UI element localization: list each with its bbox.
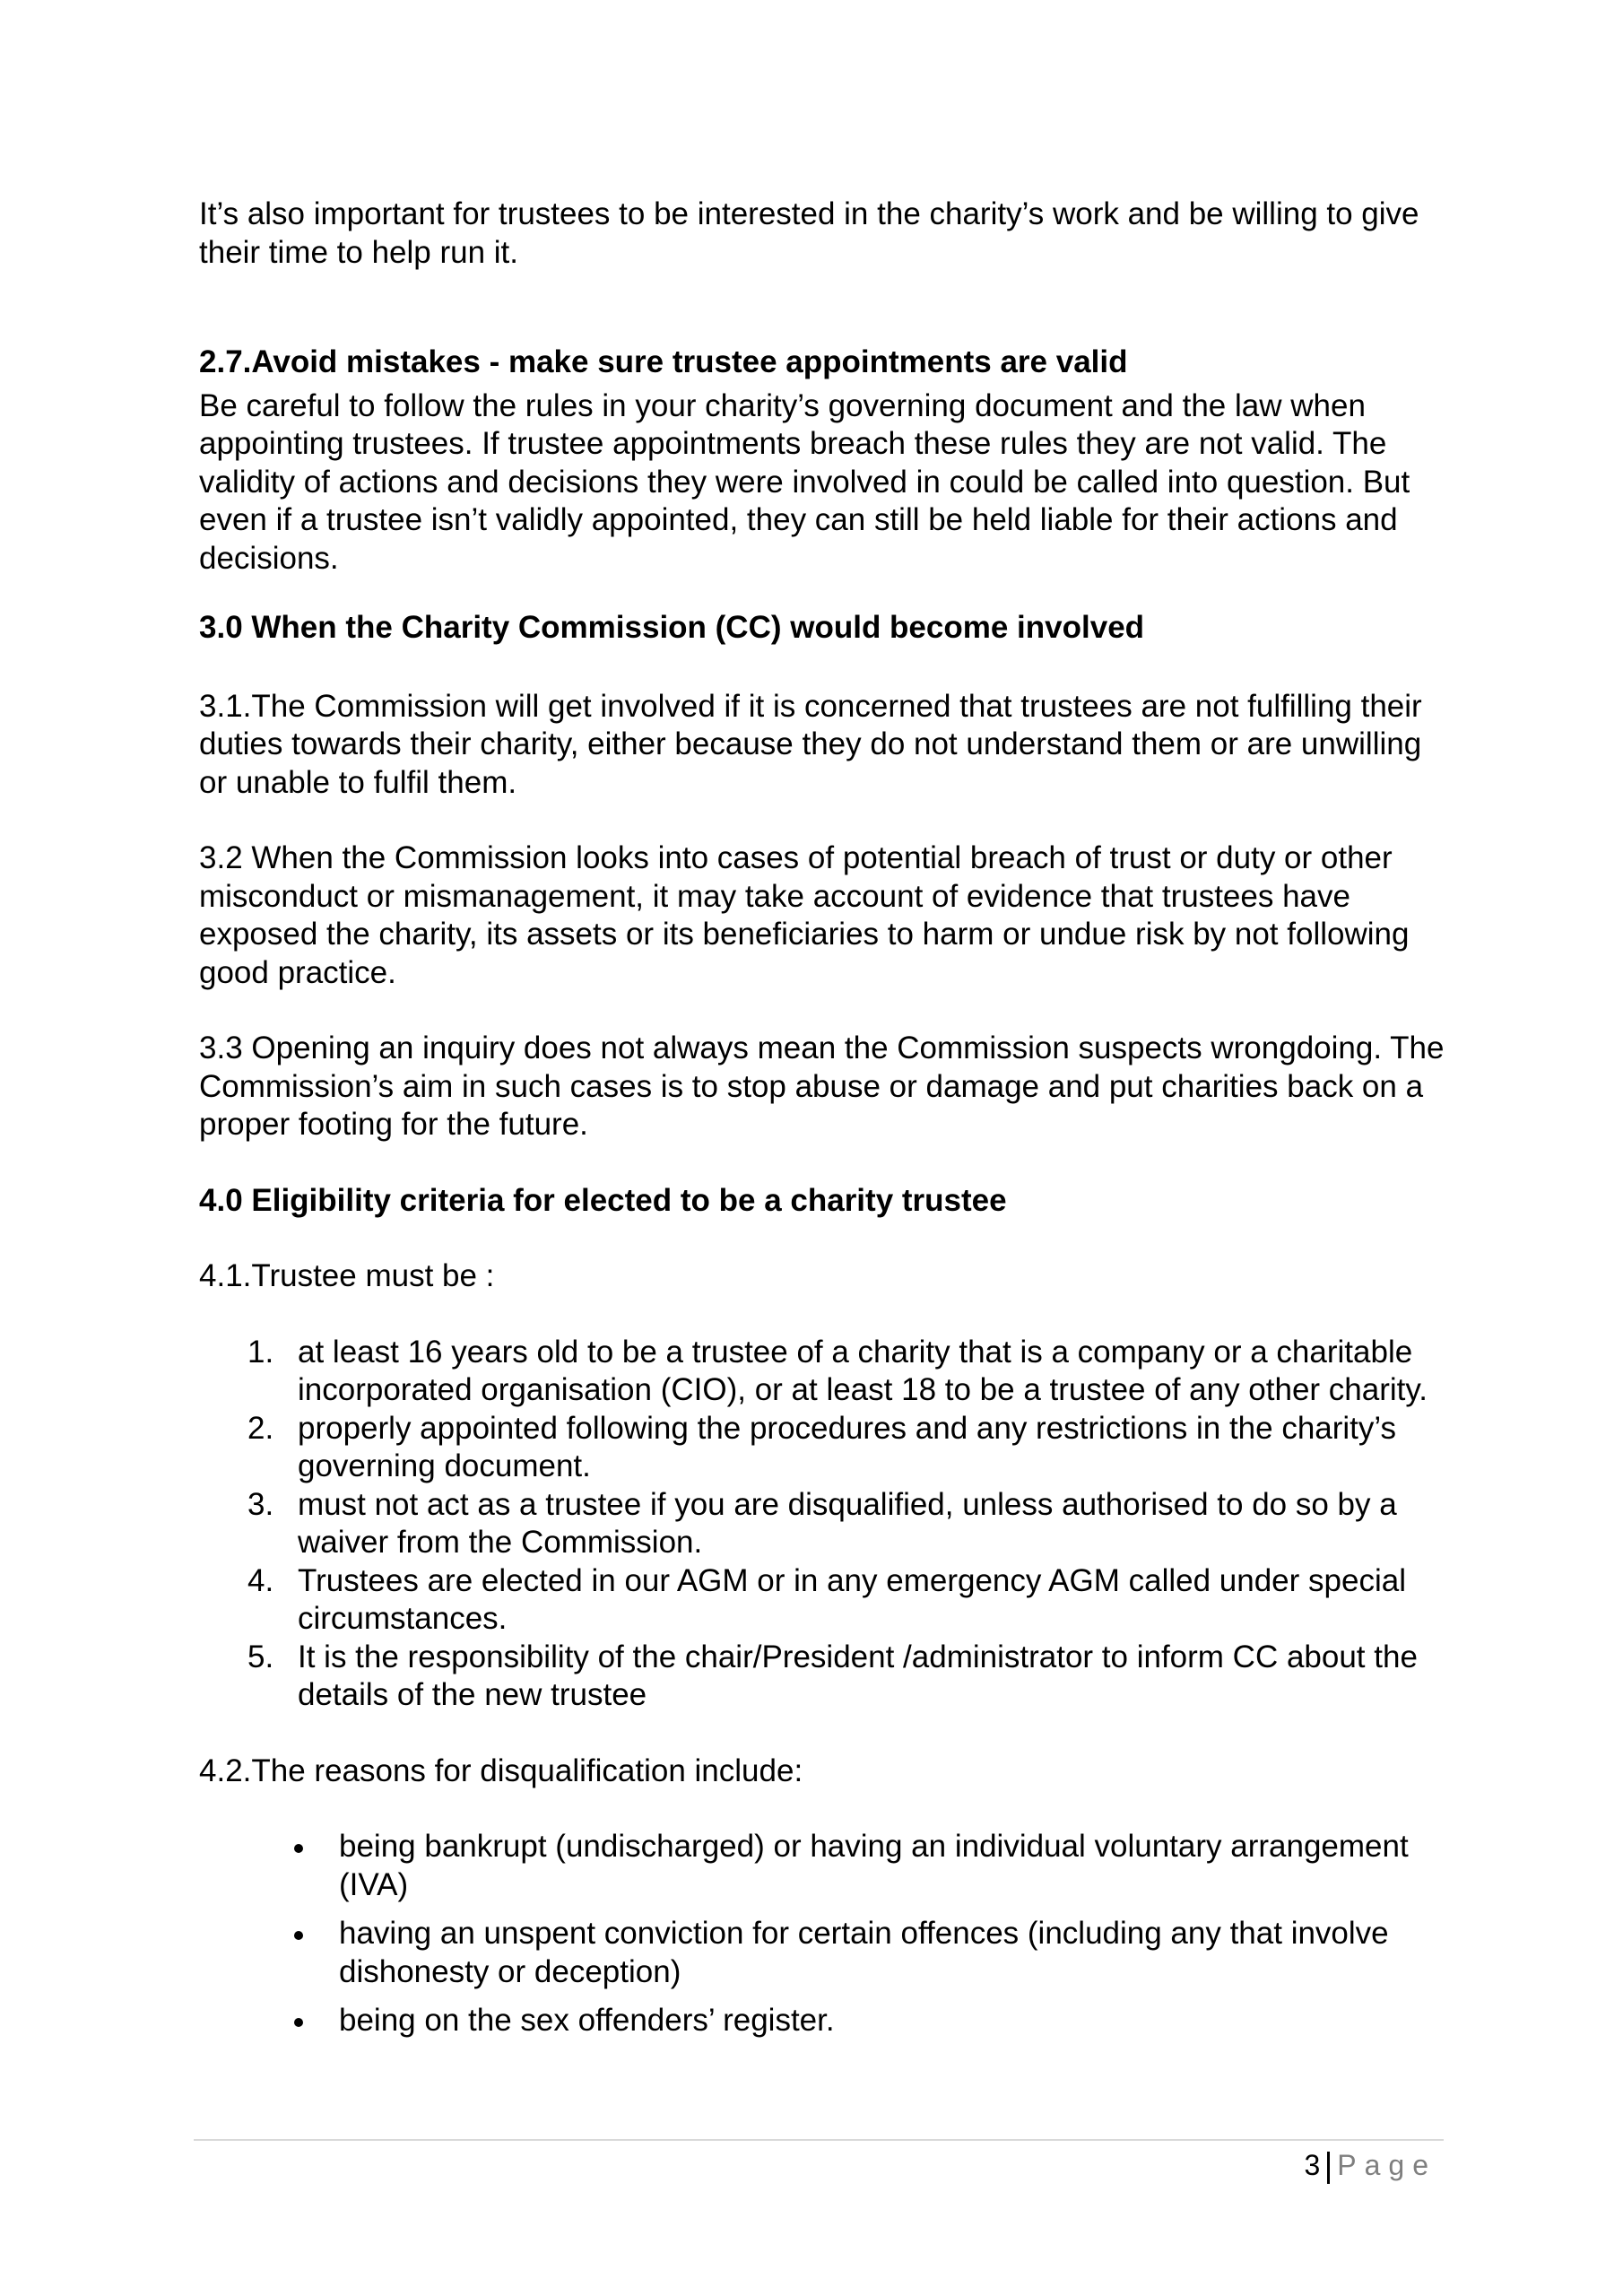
list-item-text: Trustees are elected in our AGM or in any emergency AGM called under special circumstances. xyxy=(298,1562,1406,1636)
list-number: 3. xyxy=(247,1486,274,1522)
bullet-list-item xyxy=(199,1828,1454,1904)
bullet-icon xyxy=(294,1931,303,1940)
bullet-icon xyxy=(294,1844,303,1853)
section-4-1-label: 4.1.Trustee must be : xyxy=(199,1258,495,1293)
footer-separator xyxy=(1327,2152,1330,2184)
bullet-list-item xyxy=(199,2002,1454,2040)
numbered-list-item xyxy=(199,1334,1454,1410)
list-item-text: must not act as a trustee if you are disqualified, unless authorised to do so by a waiver from the Commission. xyxy=(298,1486,1397,1560)
list-number: 2. xyxy=(247,1410,274,1446)
section-2-7-heading: 2.7.Avoid mistakes - make sure trustee appointments are valid xyxy=(199,344,1128,379)
list-item-text: It is the responsibility of the chair/President /administrator to inform CC about the details of the new trustee xyxy=(298,1639,1418,1712)
page-label: Page xyxy=(1337,2149,1436,2181)
section-3-2-paragraph: 3.2 When the Commission looks into cases of potential breach of trust or duty or other misconduct or mismanagement, it may take account of evidence that trustees have exposed the charity, its assets or its beneficiaries to harm or undue risk by not following good practice. xyxy=(199,840,1410,990)
section-4-2-label: 4.2.The reasons for disqualification include: xyxy=(199,1752,803,1788)
numbered-list-item xyxy=(199,1562,1454,1639)
section-4-0-heading: 4.0 Eligibility criteria for elected to be a charity trustee xyxy=(199,1182,1007,1218)
list-item-text: properly appointed following the procedures and any restrictions in the charity’s governing document. xyxy=(298,1410,1397,1483)
section-3-0-heading: 3.0 When the Charity Commission (CC) would become involved xyxy=(199,610,1145,645)
numbered-list-item xyxy=(199,1486,1454,1562)
list-item-text: being bankrupt (undischarged) or having an individual voluntary arrangement (IVA) xyxy=(339,1829,1409,1902)
numbered-list-item xyxy=(199,1639,1454,1715)
section-3-3-paragraph: 3.3 Opening an inquiry does not always mean the Commission suspects wrongdoing. The Commission’s aim in such cases is to stop abuse or damage and put charities back on a proper footing for the future. xyxy=(199,1031,1445,1142)
list-item-text: at least 16 years old to be a trustee of a charity that is a company or a charitable incorporated organisation (CIO), or at least 18 to be a trustee of any other charity. xyxy=(298,1334,1428,1407)
list-number: 4. xyxy=(247,1562,274,1598)
bullet-list-item xyxy=(199,1915,1454,1991)
eligibility-numbered-list xyxy=(199,1334,1454,1715)
section-3-1-paragraph: 3.1.The Commission will get involved if it is concerned that trustees are not fulfilling their duties towards their charity, either because they do not understand them or are unwilling or unable to fulfil them. xyxy=(199,688,1422,800)
disqualification-bullet-list xyxy=(199,1828,1454,2040)
numbered-list-item xyxy=(199,1410,1454,1486)
footer-divider xyxy=(194,2139,1444,2141)
list-item-text: having an unspent conviction for certain offences (including any that involve dishonesty or deception) xyxy=(339,1916,1389,1989)
list-item-text: being on the sex offenders’ register. xyxy=(339,2003,835,2038)
page-number: 3 xyxy=(1304,2149,1321,2181)
bullet-icon xyxy=(294,2018,303,2027)
document-page xyxy=(199,196,1454,2051)
intro-paragraph: It’s also important for trustees to be interested in the charity’s work and be willing to give their time to help run it. xyxy=(199,196,1419,270)
page-footer xyxy=(1304,2145,1436,2185)
section-2-7-body: Be careful to follow the rules in your charity’s governing document and the law when appointing trustees. If trustee appointments breach these rules they are not valid. The validity of actions and decisions they were involved in could be called into question. But even if a trustee isn’t validly appointed, they can still be held liable for their actions and decisions. xyxy=(199,387,1410,576)
list-number: 1. xyxy=(247,1334,274,1370)
list-number: 5. xyxy=(247,1639,274,1674)
